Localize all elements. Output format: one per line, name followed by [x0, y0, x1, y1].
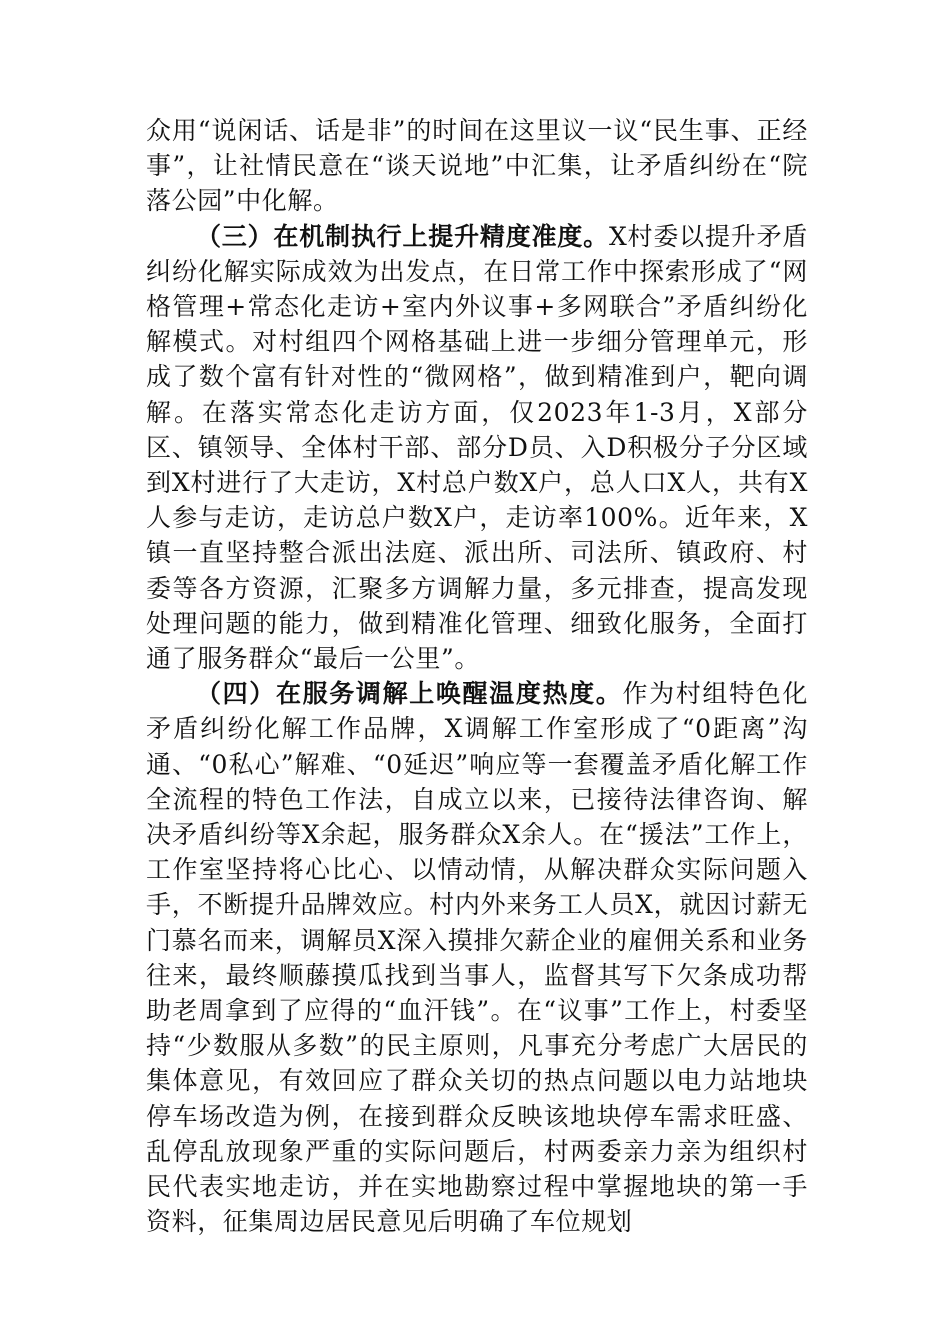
paragraph-intro — [146, 113, 808, 219]
paragraph-text: X村委以提升矛盾纠纷化解实际成效为出发点，在日常工作中探索形成了“网格管理+常态化走访+室内外议事+多网联合”矛盾纠纷化解模式。对村组四个网格基础上进一步细分管理单元，形成了数个富有针对性的“微网格”，做到精准到户，靶向调解。在落实常态化走访方面，仅2023年1-3月，X部分区、镇领导、全体村干部、部分D员、入D积极分子分区域到X村进行了大走访，X村总户数X户，总人口X人，共有X人参与走访，走访总户数X户，走访率100%。近年来，X镇一直坚持整合派出法庭、派出所、司法所、镇政府、村委等各方资源，汇聚多方调解力量，多元排查，提高发现处理问题的能力，做到精准化管理、细致化服务，全面打通了服务群众“最后一公里”。 — [146, 221, 808, 674]
paragraph-section-3 — [146, 219, 808, 677]
document-page — [146, 113, 808, 1240]
paragraph-section-4 — [146, 676, 808, 1239]
paragraph-text: 众用“说闲话、话是非”的时间在这里议一议“民生事、正经事”，让社情民意在“谈天说地”中汇集，让矛盾纠纷在“院落公园”中化解。 — [146, 116, 808, 216]
paragraph-text: 作为村组特色化矛盾纠纷化解工作品牌，X调解工作室形成了“0距离”沟通、“0私心”解难、“0延迟”响应等一套覆盖矛盾化解工作全流程的特色工作法，自成立以来，已接待法律咨询、解决矛盾纠纷等X余起，服务群众X余人。在“援法”工作上，工作室坚持将心比心、以情动情，从解决群众实际问题入手，不断提升品牌效应。村内外来务工人员X，就因讨薪无门慕名而来，调解员X深入摸排欠薪企业的雇佣关系和业务往来，最终顺藤摸瓜找到当事人，监督其写下欠条成功帮助老周拿到了应得的“血汗钱”。在“议事”工作上，村委坚持“少数服从多数”的民主原则，凡事充分考虑广大居民的集体意见，有效回应了群众关切的热点问题以电力站地块停车场改造为例，在接到群众反映该地块停车需求旺盛、乱停乱放现象严重的实际问题后，村两委亲力亲为组织村民代表实地走访，并在实地勘察过程中掌握地块的第一手资料，征集周边居民意见后明确了车位规划 — [146, 679, 808, 1237]
section-heading: （三）在机制执行上提升精度准度。 — [196, 221, 609, 251]
section-heading: （四）在服务调解上唤醒温度热度。 — [196, 679, 623, 709]
